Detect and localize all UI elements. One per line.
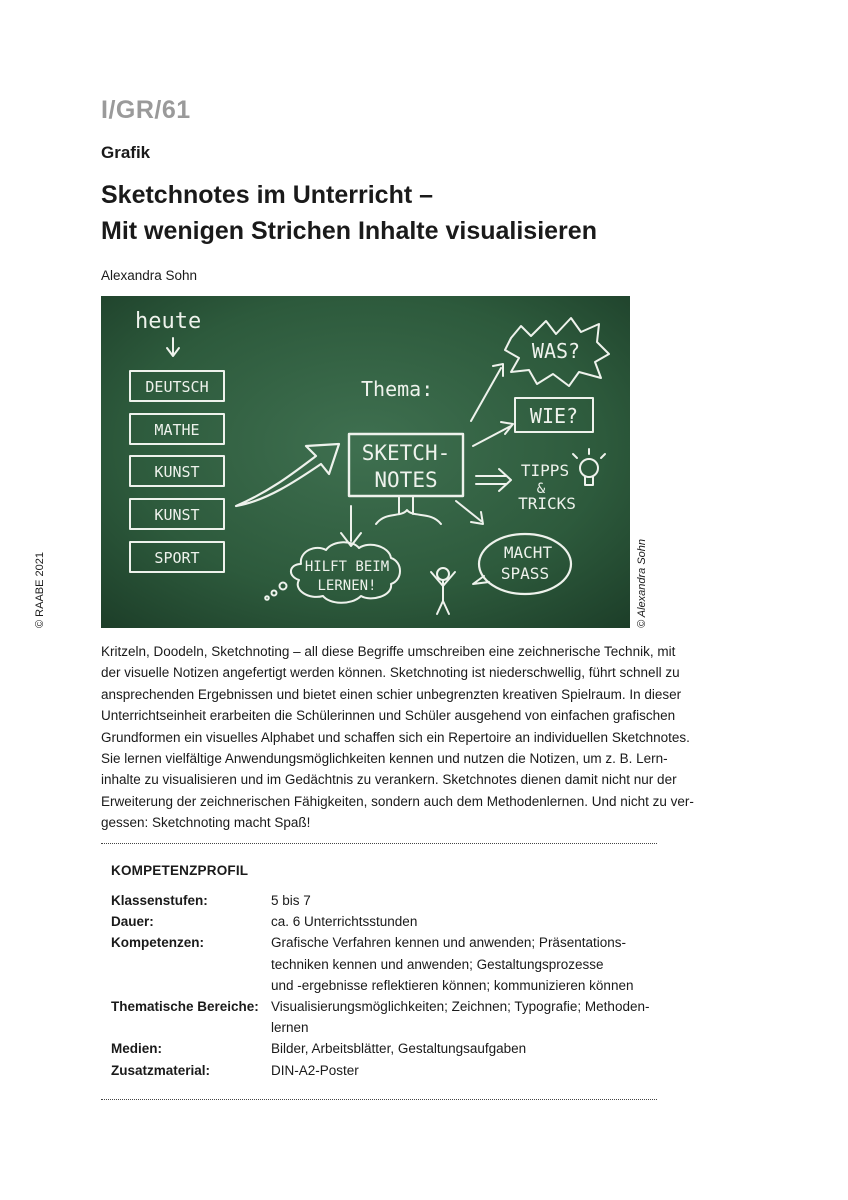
intro-line: Unterrichtseinheit erarbeiten die Schülerinnen und Schüler ausgehend von einfachen grafischen bbox=[101, 708, 676, 724]
intro-line: der visuelle Notizen angefertigt werden können. Sketchnoting ist niederschwellig, führt schnell zu bbox=[101, 665, 680, 681]
board-wie: WIE? bbox=[529, 404, 579, 428]
profile-row-klassenstufen bbox=[111, 890, 641, 911]
board-spass: SPASS bbox=[500, 564, 550, 583]
profile-value-line: Grafische Verfahren kennen und anwenden; Präsentations- bbox=[271, 935, 626, 951]
intro-line: ansprechenden Ergebnissen und bietet einen schier unbegrenzten kreativen Spielraum. In dieser bbox=[101, 686, 682, 702]
board-macht: MACHT bbox=[503, 543, 553, 562]
board-hilft-line1: HILFT BEIM bbox=[304, 559, 390, 575]
profile-value bbox=[271, 1060, 641, 1081]
profile-key: Zusatzmaterial: bbox=[111, 1062, 211, 1078]
profile-row-zusatzmaterial bbox=[111, 1060, 641, 1081]
board-sketch-line1: SKETCH- bbox=[361, 441, 451, 465]
profile-value-line: und -ergebnisse reflektieren können; kommunizieren können bbox=[271, 977, 634, 993]
board-thema: Thema: bbox=[361, 377, 434, 401]
board-subject-1: DEUTSCH bbox=[145, 378, 209, 396]
profile-value bbox=[271, 996, 649, 1038]
board-heute: heute bbox=[135, 309, 202, 334]
profile-value bbox=[271, 911, 641, 932]
board-subject-3: KUNST bbox=[154, 463, 200, 481]
profile-value-line: lernen bbox=[271, 1020, 309, 1036]
profile-value bbox=[271, 890, 641, 911]
profile-key: Klassenstufen: bbox=[111, 893, 208, 908]
board-und: & bbox=[536, 481, 546, 497]
board-hilft-line2: LERNEN! bbox=[317, 578, 377, 594]
document-code: I/GR/61 bbox=[101, 96, 191, 124]
board-subject-4: KUNST bbox=[154, 506, 200, 524]
title-line-1: Sketchnotes im Unterricht – bbox=[101, 181, 434, 209]
kompetenzprofil-box bbox=[111, 863, 650, 1081]
subject-label: Grafik bbox=[101, 143, 151, 162]
intro-line: Erweiterung der zeichnerischen Fähigkeiten, sondern auch dem Methodenlernen. Und nicht zu ver- bbox=[101, 793, 694, 809]
profile-value-line: ca. 6 Unterrichtsstunden bbox=[271, 914, 418, 930]
intro-line: Sie lernen vielfältige Anwendungsmöglichkeiten kennen und nutzen die Notizen, um z. B. Lern- bbox=[101, 751, 668, 767]
board-tipps: TIPPS bbox=[520, 461, 570, 480]
profile-row-kompetenzen bbox=[111, 932, 641, 996]
board-tricks: TRICKS bbox=[518, 494, 576, 513]
profile-row-dauer bbox=[111, 911, 641, 932]
author-name: Alexandra Sohn bbox=[101, 268, 198, 283]
document-title bbox=[101, 177, 597, 249]
intro-line: Grundformen ein visuelles Alphabet und schaffen sich ein Repertoire an individuellen Sketchnotes. bbox=[101, 729, 690, 745]
intro-line: gessen: Sketchnoting macht Spaß! bbox=[101, 815, 311, 831]
profile-value bbox=[271, 932, 641, 996]
profile-value-line: Bilder, Arbeitsblätter, Gestaltungsaufgaben bbox=[271, 1041, 527, 1057]
profile-value-line: techniken kennen und anwenden; Gestaltungsprozesse bbox=[271, 956, 604, 972]
profile-key: Dauer: bbox=[111, 914, 154, 930]
copyright-notice: © RAABE 2021 bbox=[34, 552, 46, 628]
profile-key: Thematische Bereiche: bbox=[111, 999, 259, 1015]
profile-row-medien bbox=[111, 1038, 641, 1059]
profile-row-thematische-bereiche bbox=[111, 996, 650, 1038]
photo-credit: © Alexandra Sohn bbox=[636, 538, 648, 628]
profile-value-line: DIN-A2-Poster bbox=[271, 1062, 359, 1078]
profile-value-line: Visualisierungsmöglichkeiten; Zeichnen; Typografie; Methoden- bbox=[271, 999, 650, 1015]
intro-line: Kritzeln, Doodeln, Sketchnoting – all diese Begriffe umschreiben eine zeichnerische Technik, mit bbox=[101, 644, 676, 659]
intro-line: inhalte zu visualisieren und im Gedächtnis zu verankern. Sketchnotes dienen damit nicht nur der bbox=[101, 772, 677, 788]
title-line-2: Mit wenigen Strichen Inhalte visualisieren bbox=[101, 217, 597, 245]
profile-key: Kompetenzen: bbox=[111, 935, 205, 951]
board-was: WAS? bbox=[531, 339, 581, 363]
board-subject-2: MATHE bbox=[154, 421, 200, 439]
chalkboard-image bbox=[101, 296, 630, 628]
profile-value-line: 5 bis 7 bbox=[271, 893, 311, 908]
profile-key: Medien: bbox=[111, 1041, 163, 1057]
intro-paragraph bbox=[101, 641, 694, 834]
kompetenzprofil-title: KOMPETENZPROFIL bbox=[111, 863, 249, 878]
divider-top bbox=[101, 843, 657, 844]
board-sketch-line2: NOTES bbox=[374, 468, 438, 492]
profile-value bbox=[271, 1038, 641, 1059]
divider-bottom bbox=[101, 1099, 657, 1100]
board-subject-5: SPORT bbox=[154, 549, 200, 567]
